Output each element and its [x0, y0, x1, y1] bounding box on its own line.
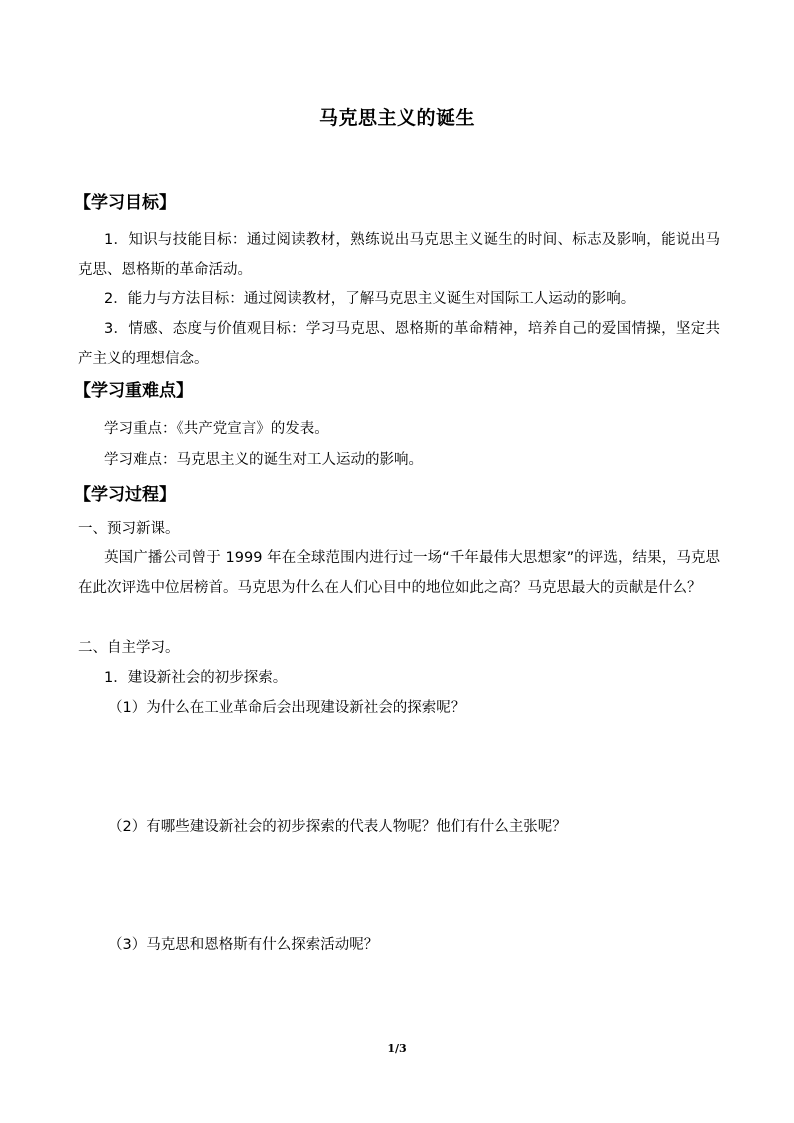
- self-study-title: 二、自主学习。: [78, 640, 180, 656]
- key-point-difficulty: 学习难点：马克思主义的诞生对工人运动的影响。: [104, 452, 423, 468]
- objective-item-3: [78, 314, 720, 374]
- objective-item-1-text: 1．知识与技能目标：通过阅读教材，熟练说出马克思主义诞生的时间、标志及影响，能说出马克思、恩格斯的革命活动。: [78, 232, 720, 278]
- preview-paragraph: [78, 543, 720, 603]
- objectives-heading: 【学习目标】: [74, 193, 176, 213]
- objective-item-2: [78, 284, 720, 314]
- page-number: 1/3: [387, 1042, 407, 1055]
- preview-paragraph-text: 英国广播公司曾于 1999 年在全球范围内进行过一场“千年最伟大思想家”的评选，结果，马克思在此次评选中位居榜首。马克思为什么在人们心目中的地位如此之高？马克思最大的贡献是什么？: [78, 550, 720, 596]
- objective-item-1: [78, 225, 720, 285]
- question-2: （2）有哪些建设新社会的初步探索的代表人物呢？他们有什么主张呢？: [108, 819, 567, 835]
- page-title: 马克思主义的诞生: [318, 107, 475, 129]
- process-heading: 【学习过程】: [74, 485, 176, 505]
- question-1: （1）为什么在工业革命后会出现建设新社会的探索呢？: [108, 700, 466, 716]
- objective-item-2-text: 2．能力与方法目标：通过阅读教材，了解马克思主义诞生对国际工人运动的影响。: [104, 291, 636, 307]
- objective-item-3-text: 3．情感、态度与价值观目标：学习马克思、恩格斯的革命精神，培养自己的爱国情操，坚定共产主义的理想信念。: [78, 321, 720, 367]
- preview-title: 一、预习新课。: [78, 521, 180, 537]
- key-point-focus: 学习重点：《共产党宣言》的发表。: [104, 421, 329, 437]
- topic-1: 1．建设新社会的初步探索。: [104, 670, 288, 686]
- key-points-heading: 【学习重难点】: [74, 381, 193, 401]
- question-3: （3）马克思和恩格斯有什么探索活动呢？: [108, 937, 379, 953]
